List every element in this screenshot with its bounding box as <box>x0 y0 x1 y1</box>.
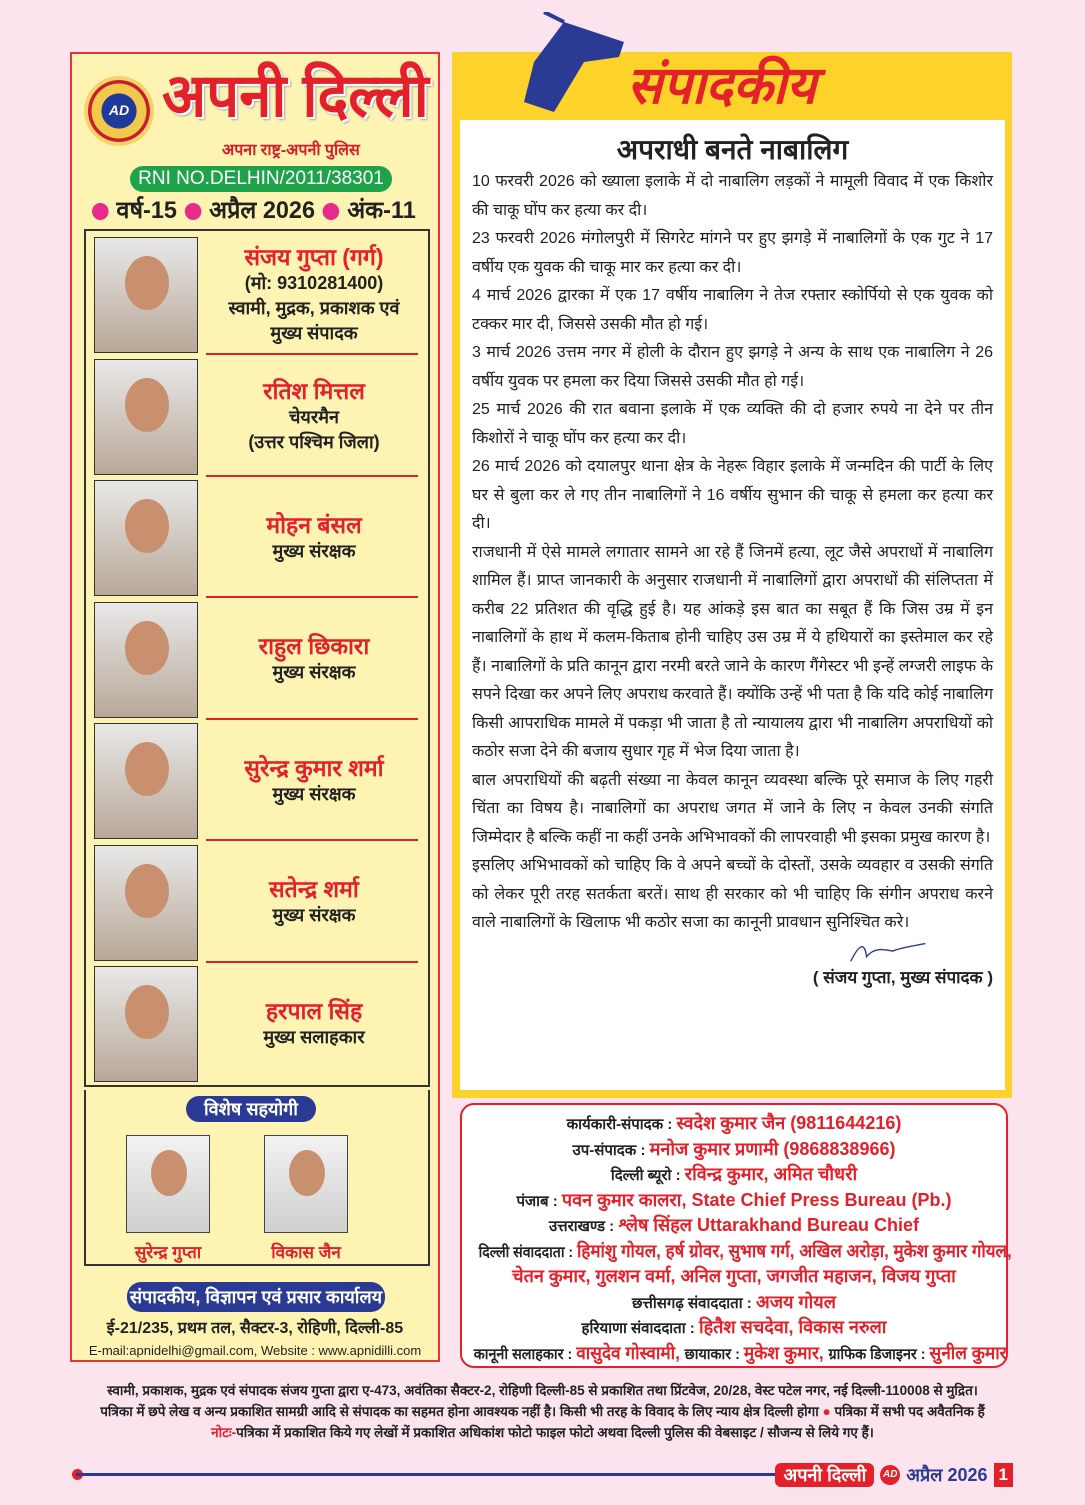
credit-line <box>462 1213 1006 1239</box>
contributor-name: विकास जैन <box>271 1243 341 1262</box>
credit-value: मुकेश कुमार, <box>743 1342 829 1363</box>
credit-value: पवन कुमार कालरा, State Chief Press Bureau (Pb.) <box>561 1189 952 1210</box>
office-contact[interactable]: E-mail:apnidelhi@gmail.com, Website : www.apnidilli.com <box>88 1343 422 1358</box>
profile-text <box>206 235 422 353</box>
profile-divider <box>206 839 418 841</box>
note-text: पत्रिका में प्रकाशित किये गए लेखों में प्रकाशित अधिकांश फोटो फाइल फोटो अथवा दिल्ली पुलिस की वेबसाइट / सौजन्य से लिये गए हैं। <box>236 1425 874 1440</box>
profile-name: सतेन्द्र शर्मा <box>269 876 359 902</box>
credit-value: श्लेष सिंहल Uttarakhand Bureau Chief <box>618 1215 919 1235</box>
profile-role: मुख्य सलाहकार <box>263 1026 365 1047</box>
disclaimer-text: पत्रिका में छपे लेख व अन्य प्रकाशित सामग्री आदि से संपादक का सहमत होना आवश्यक नहीं है। किसी भी तरह के विवाद के लिए न्याय क्षेत्र दिल्ली होगा <box>100 1404 819 1419</box>
credit-line <box>462 1290 1006 1316</box>
credit-label: ग्राफिक डिजाइनर : <box>828 1345 930 1363</box>
profile-divider <box>206 718 418 720</box>
editorial-paragraph: इसलिए अभिभावकों को चाहिए कि वे अपने बच्चों के दोस्तों, उसके व्यवहार व उसकी संगति को लेकर पूरी तरह सतर्कता बरतें। साथ ही सरकार को भी चाहिए कि संगीन अपराध करने वाले नाबालिगों के खिलाफ भी कठोर सजा का कानूनी प्रावधान सुनिश्चित करे। <box>472 857 993 931</box>
profile-divider <box>206 596 418 598</box>
credit-label: दिल्ली संवाददाता : <box>478 1243 577 1261</box>
note-line <box>60 1422 1025 1443</box>
brand-title: अपनी दिल्ली <box>162 62 429 129</box>
office-title: संपादकीय, विज्ञापन एवं प्रसार कार्यालय <box>127 1282 385 1312</box>
credit-value: वासुदेव गोस्वामी, <box>576 1342 685 1363</box>
profile-row <box>94 478 424 596</box>
editorial-paragraph: 23 फरवरी 2026 मंगोलपुरी में सिगरेट मांगने पर हुए झगड़े में नाबालिगों के एक गुट ने 17 वर्षीय एक युवक की चाकू मार कर हत्या कर दी। <box>472 230 993 276</box>
month: अप्रैल 2026 <box>209 197 315 224</box>
profile-role: मुख्य संरक्षक <box>272 905 356 925</box>
bullet-icon: ● <box>822 1404 831 1419</box>
credit-label: कार्यकारी-संपादक : <box>566 1116 677 1133</box>
footer-date: अप्रैल 2026 <box>906 1465 988 1485</box>
credit-label: हरियाणा संवाददाता : <box>581 1320 699 1337</box>
signature <box>843 938 933 966</box>
profile-text <box>206 721 422 839</box>
credit-line <box>462 1162 1006 1188</box>
special-contributors <box>84 1090 430 1266</box>
issue-number: अंक-11 <box>347 197 416 224</box>
profile-role: मुख्य संरक्षक <box>272 662 356 682</box>
editorial-body <box>472 168 993 938</box>
profile-photo <box>94 480 198 596</box>
contributor-photo <box>264 1135 348 1233</box>
credit-value: अजय गोयल <box>755 1291 836 1312</box>
bullet-icon <box>92 203 109 220</box>
profile-text <box>206 843 422 961</box>
contributor-photo <box>126 1135 210 1233</box>
footer-rule <box>76 1473 776 1476</box>
credit-label: कानूनी सलाहकार : <box>473 1345 577 1363</box>
profile-divider <box>206 961 418 963</box>
editorial-paragraph: 10 फरवरी 2026 को ख्याला इलाके में दो नाबालिग लड़कों ने मामूली विवाद में एक किशोर की चाकू घोंप कर हत्या कर दी। <box>472 173 993 219</box>
profile-role: (उत्तर पश्चिम जिला) <box>248 431 380 452</box>
profile-role: (मो: 9310281400) <box>244 272 384 293</box>
profile-text <box>206 964 422 1082</box>
profile-name: मोहन बंसल <box>266 511 362 538</box>
credit-line <box>473 1341 1007 1367</box>
profile-text <box>206 357 422 475</box>
profile-photo <box>94 602 198 718</box>
credit-label: पंजाब : <box>516 1192 562 1210</box>
credit-line <box>478 1239 1012 1265</box>
imprint <box>60 1380 1025 1443</box>
masthead-panel <box>70 52 440 1362</box>
credit-label: छायाकार : <box>684 1345 744 1363</box>
editorial-team-credits <box>460 1103 1012 1368</box>
credit-value: हिमांशु गोयल, हर्ष ग्रोवर, सुभाष गर्ग, अखिल अरोड़ा, मुकेश कुमार गोयल, <box>576 1240 1012 1261</box>
contributor-name: सुरेन्द्र गुप्ता <box>134 1243 202 1262</box>
rni-number: RNI NO.DELHIN/2011/38301 <box>130 166 392 192</box>
profile-photo <box>94 237 198 353</box>
hand-pen-icon <box>524 12 634 122</box>
profile-row <box>94 600 424 718</box>
profile-text <box>206 600 422 718</box>
profile-row <box>94 235 424 353</box>
profiles-list <box>84 229 430 1087</box>
section-title: संपादकीय <box>627 57 817 115</box>
credit-line <box>462 1111 1006 1137</box>
police-emblem-logo <box>84 76 154 146</box>
office-address: ई-21/235, प्रथम तल, सैक्टर-3, रोहिणी, दिल्ली-85 <box>106 1320 404 1337</box>
profile-name: राहुल छिकारा <box>258 633 370 659</box>
editorial-paragraph: 4 मार्च 2026 द्वारका में एक 17 वर्षीय नाबालिग ने तेज रफ्तार स्कोर्पियो से एक युवक को टक्कर मार दी, जिससे उसकी मौत हो गई। <box>472 287 993 333</box>
credit-value: चेतन कुमार, गुलशन वर्मा, अनिल गुप्ता, जगजीत महाजन, विजय गुप्ता <box>512 1266 956 1286</box>
profile-role: चेयरमैन <box>289 406 339 427</box>
credit-value: मनोज कुमार प्रणामी (9868838966) <box>649 1138 896 1159</box>
page-number: 1 <box>994 1463 1013 1487</box>
footer-logo: AD <box>880 1465 900 1485</box>
credit-line <box>462 1188 1006 1214</box>
profile-name: रतिश मित्तल <box>263 377 365 404</box>
signature-row <box>472 938 993 966</box>
profile-row <box>94 964 424 1082</box>
credit-line <box>462 1264 1006 1290</box>
footer-masthead <box>775 1462 1013 1488</box>
credit-line <box>462 1137 1006 1163</box>
bullet-icon <box>323 203 340 220</box>
profile-row <box>94 721 424 839</box>
credit-value: स्वदेश कुमार जैन (9811644216) <box>676 1113 902 1133</box>
credit-label: छत्तीसगढ़ संवाददाता : <box>632 1294 756 1312</box>
editorial-box <box>460 120 1005 1090</box>
profile-role: स्वामी, मुद्रक, प्रकाशक एवं <box>228 297 400 318</box>
honorary-note: पत्रिका में सभी पद अवैतनिक हैं <box>834 1404 985 1419</box>
year: वर्ष-15 <box>116 197 177 224</box>
note-label: नोटः- <box>211 1425 237 1440</box>
profile-name: संजय गुप्ता (गर्ग) <box>244 243 384 270</box>
profile-photo <box>94 723 198 839</box>
profile-photo <box>94 845 198 961</box>
credit-label: उत्तराखण्ड : <box>548 1218 619 1235</box>
issue-info <box>92 196 414 226</box>
editorial-heading: अपराधी बनते नाबालिग <box>616 134 849 165</box>
bullet-icon <box>185 203 202 220</box>
special-title: विशेष सहयोगी <box>186 1096 316 1122</box>
credit-label: उप-संपादक : <box>572 1141 650 1159</box>
profile-name: सुरेन्द्र कुमार शर्मा <box>244 754 384 781</box>
profile-photo <box>94 966 198 1082</box>
credit-line <box>462 1315 1006 1341</box>
credit-value: रविन्द्र कुमार, अमित चौधरी <box>684 1164 858 1184</box>
profile-divider <box>206 353 418 355</box>
disclaimer-line <box>60 1401 1025 1422</box>
profile-name: हरपाल सिंह <box>265 997 363 1024</box>
profile-divider <box>206 475 418 477</box>
imprint-line: स्वामी, प्रकाशक, मुद्रक एवं संपादक संजय गुप्ता द्वारा ए-473, अवंतिका सैक्टर-2, रोहिणी दिल्ली-85 से प्रकाशित तथा प्रिंटवेज, 20/28, वेस्ट पटेल नगर, नई दिल्ली-110008 से मुद्रित। <box>107 1383 978 1398</box>
editorial-panel <box>452 52 1012 1098</box>
logo-text: AD <box>108 102 130 118</box>
tagline: अपना राष्ट्र-अपनी पुलिस <box>222 142 360 159</box>
editorial-paragraph: 25 मार्च 2026 की रात बवाना इलाके में एक व्यक्ति की दो हजार रुपये ना देने पर तीन किशोरों ने चाकू घोंप कर हत्या कर दी। <box>472 401 993 447</box>
credit-value: हितैश सचदेवा, विकास नरुला <box>698 1317 887 1337</box>
profile-row <box>94 843 424 961</box>
profile-row <box>94 357 424 475</box>
profile-role: मुख्य संरक्षक <box>272 783 356 804</box>
credit-value: सुनील कुमार <box>929 1342 1007 1363</box>
editorial-byline: ( संजय गुप्ता, मुख्य संपादक ) <box>812 967 993 987</box>
profile-photo <box>94 359 198 475</box>
editorial-paragraph: 26 मार्च 2026 को दयालपुर थाना क्षेत्र के नेहरू विहार इलाके में जन्मदिन की पार्टी के लिए घर से बुला कर ले गए तीन नाबालिगों ने 16 वर्षीय सुभान की चाकू से हमला कर हत्या कर दी। <box>472 458 993 532</box>
credit-label: दिल्ली ब्यूरो : <box>610 1167 685 1184</box>
profile-role: मुख्य संरक्षक <box>272 540 356 561</box>
footer-brand: अपनी दिल्ली <box>775 1463 874 1487</box>
editorial-paragraph: बाल अपराधियों की बढ़ती संख्या ना केवल कानून व्यवस्था बल्कि पूरे समाज के लिए गहरी चिंता का विषय है। नाबालिगों का अपराध जगत में जाने के लिए न केवल उनकी संगति जिम्मेदार है बल्कि कहीं ना कहीं उनके अभिभावकों की लापरवाही भी इसका प्रमुख कारण है। <box>472 771 993 846</box>
editorial-paragraph: 3 मार्च 2026 उत्तम नगर में होली के दौरान हुए झगड़े ने अन्य के साथ एक नाबालिग ने 26 वर्षीय युवक पर हमला कर दिया जिससे उसकी मौत हो गई। <box>472 344 993 390</box>
profile-text <box>206 478 422 596</box>
editorial-paragraph: राजधानी में ऐसे मामले लगातार सामने आ रहे हैं जिनमें हत्या, लूट जैसे अपराधों में नाबालिग शामिल हैं। प्राप्त जानकारी के अनुसार राजधानी में नाबालिगों द्वारा अपराधों की संलिप्तता में करीब 22 प्रतिशत की वृद्धि हुई है। यह आंकड़े इस बात का सबूत हैं कि जिस उम्र में इन नाबालिगों के हाथ में कलम-किताब होनी चाहिए उस उम्र में ये हथियारों का इस्तेमाल कर रहे हैं। नाबालिगों के प्रति कानून द्वारा नरमी बरते जाने के कारण गैंगेस्टर भी इन्हें लग्जरी लाइफ के सपने दिखा कर अपने लिए अपराध करवाते हैं। क्योंकि उन्हें भी पता है कि यदि कोई नाबालिग किसी आपराधिक मामले में पकड़ा भी जाता है तो न्यायालय द्वारा भी नाबालिग अपराधियों को कठोर सजा देने की बजाय सुधार गृह में भेज दिया जाता है। <box>472 543 993 760</box>
profile-role: मुख्य संपादक <box>270 322 358 343</box>
